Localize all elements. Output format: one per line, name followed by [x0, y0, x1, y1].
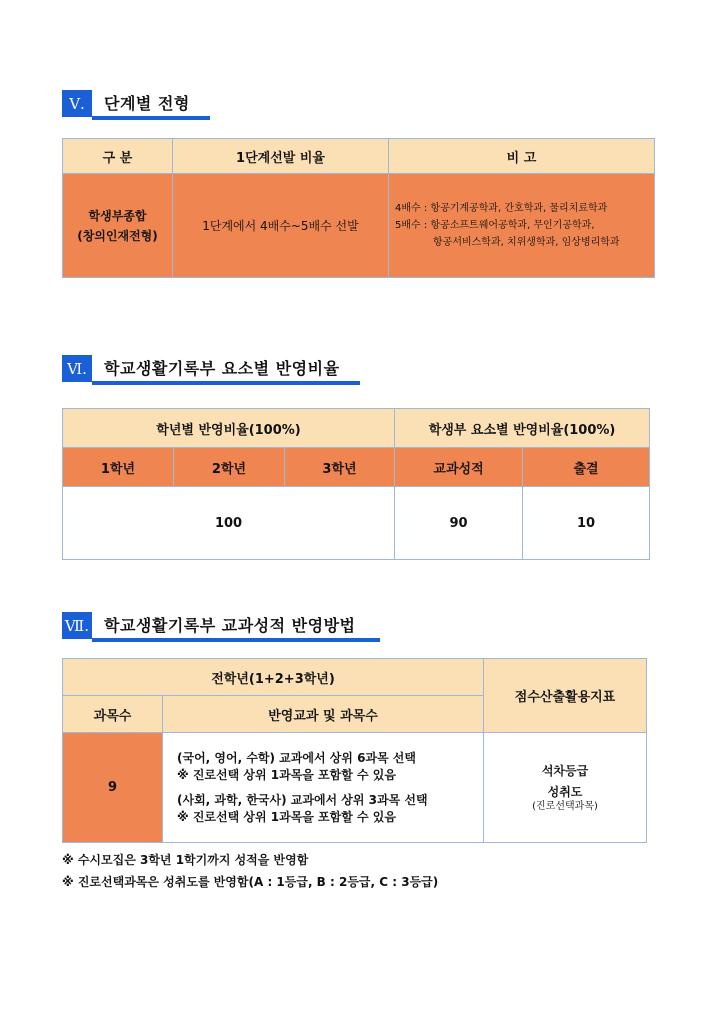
section-underline: [92, 381, 360, 385]
value-grade-ratio: 100: [63, 487, 395, 560]
category-cell: [63, 174, 173, 278]
header-grade-ratio: 학년별 반영비율(100%): [63, 409, 395, 448]
subheader-subject: 교과성적: [395, 448, 523, 487]
header-category: 구 분: [63, 139, 173, 174]
category-line: 학생부종합: [88, 208, 147, 223]
section-number: Ⅵ.: [62, 355, 92, 382]
footnote: ※ 수시모집은 3학년 1학기까지 성적을 반영함: [62, 853, 309, 867]
section-title: 단계별 전형: [104, 94, 190, 113]
header-reflected-subjects: 반영교과 및 과목수: [163, 696, 484, 733]
score-index-cell: [484, 733, 647, 843]
header-subject-count: 과목수: [63, 696, 163, 733]
record-ratio-table: [62, 408, 650, 560]
index-line: (진로선택과목): [532, 800, 598, 812]
subject-line: (사회, 과학, 한국사) 교과에서 상위 3과목 선택: [177, 792, 428, 807]
header-element-ratio: 학생부 요소별 반영비율(100%): [395, 409, 650, 448]
section-underline: [92, 116, 210, 120]
subject-line: ※ 진로선택 상위 1과목을 포함할 수 있음: [177, 809, 396, 824]
subject-grade-table: [62, 658, 647, 843]
header-all-grades: 전학년(1+2+3학년): [63, 659, 484, 696]
selection-stage-table: [62, 138, 655, 278]
reflected-subjects-cell: [163, 733, 484, 843]
note-line: 5배수 : 항공소프트웨어공학과, 무인기공학과,: [395, 220, 595, 231]
subject-line: ※ 진로선택 상위 1과목을 포함할 수 있음: [177, 767, 396, 782]
index-line: 석차등급: [541, 763, 589, 778]
value-attendance: 10: [523, 487, 650, 560]
header-score-index: 점수산출활용지표: [484, 659, 647, 733]
section-title: 학교생활기록부 교과성적 반영방법: [104, 616, 356, 635]
section-number: Ⅴ.: [62, 90, 92, 117]
subject-count-value: 9: [63, 733, 163, 843]
value-subject: 90: [395, 487, 523, 560]
category-line: (창의인재전형): [77, 228, 158, 243]
header-ratio: 1단계선발 비율: [173, 139, 389, 174]
section-underline: [92, 638, 380, 642]
subheader-grade1: 1학년: [63, 448, 174, 487]
ratio-cell: 1단계에서 4배수~5배수 선발: [173, 174, 389, 278]
footnote: ※ 진로선택과목은 성취도를 반영함(A : 1등급, B : 2등급, C : 3등급): [62, 875, 439, 889]
subheader-grade2: 2학년: [174, 448, 285, 487]
subheader-attendance: 출결: [523, 448, 650, 487]
subject-line: (국어, 영어, 수학) 교과에서 상위 6과목 선택: [177, 750, 416, 765]
section-number: Ⅶ.: [62, 612, 92, 639]
header-note: 비 고: [389, 139, 655, 174]
index-line: 성취도: [547, 784, 583, 799]
subheader-grade3: 3학년: [285, 448, 395, 487]
note-line: 4배수 : 항공기계공학과, 간호학과, 물리치료학과: [395, 203, 608, 214]
note-line: 항공서비스학과, 치위생학과, 임상병리학과: [433, 237, 620, 248]
section-title: 학교생활기록부 요소별 반영비율: [104, 359, 340, 378]
note-cell: [389, 174, 655, 278]
